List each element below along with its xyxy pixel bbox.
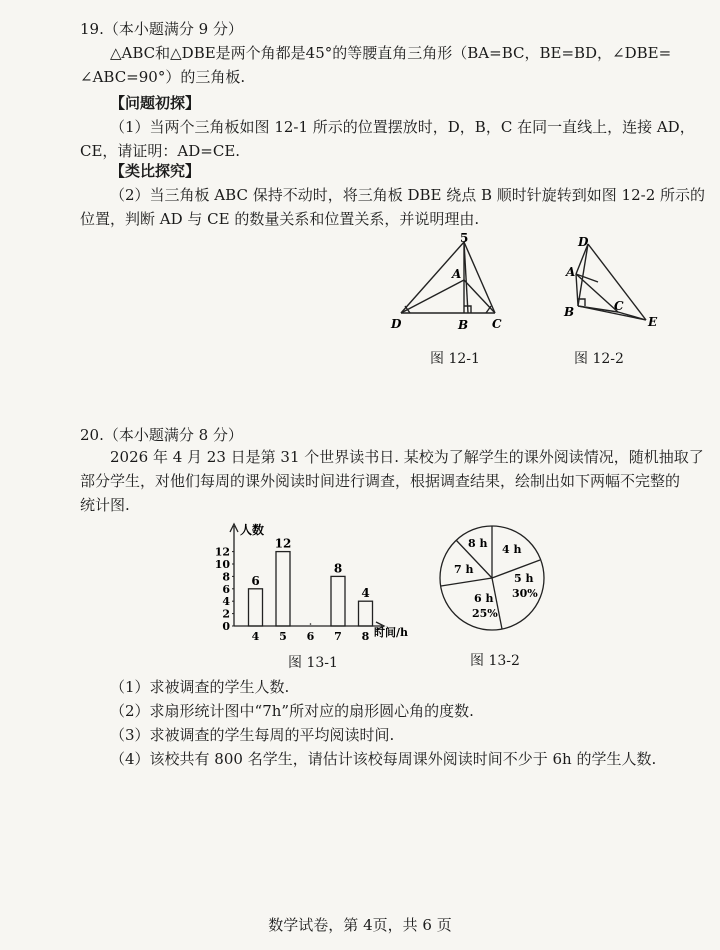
pie-slice-pct-6h: 25%	[472, 607, 498, 620]
fig12-2-label-B: B	[564, 305, 575, 319]
pie-divider-4	[441, 578, 492, 586]
bar-5h	[276, 552, 290, 626]
fig12-1-label-B: B	[458, 318, 469, 332]
pie-slice-pct-5h: 30%	[512, 587, 538, 600]
q19-part2-line2: 位置，判断 AD 与 CE 的数量关系和位置关系，并说明理由.	[80, 210, 480, 228]
bar-y-tick-label: 4	[222, 595, 230, 609]
fig12-1-segment-EC	[464, 242, 495, 313]
fig12-2-caption: 图 12-2	[574, 351, 624, 367]
q20-question-1: （1）求被调查的学生人数.	[110, 678, 290, 696]
bar-y-tick-label: 12	[214, 545, 230, 559]
fig12-2-label-E: E	[648, 315, 658, 329]
pie-slice-label-8h: 8 h	[468, 537, 488, 550]
pie-chart-13-2	[436, 522, 548, 634]
fig12-2-label-A: A	[566, 265, 576, 279]
bar-x-axis-label: 时间/h	[374, 626, 409, 639]
fig12-1-label-A: A	[452, 267, 462, 281]
bar-chart-13-1	[210, 518, 420, 648]
q19-intro-line1: △ABC和△DBE是两个角都是45°的等腰直角三角形（BA=BC，BE=BD，∠DBE=	[110, 44, 672, 62]
q19-section-explore: 【问题初探】	[110, 94, 201, 112]
bar-4h	[249, 589, 263, 626]
fig12-1-caption: 图 12-1	[430, 351, 480, 367]
fig12-2-segment-AB	[576, 274, 578, 306]
bar-x-tick-label: 4	[251, 630, 260, 643]
fig12-2-segment-CE	[618, 312, 646, 320]
q20-question-3: （3）求被调查的学生每周的平均阅读时间.	[110, 726, 395, 744]
fig12-1-segment-DA	[401, 280, 464, 313]
pie-slice-label-4h: 4 h	[502, 543, 522, 556]
bar-x-tick-label: 8	[361, 630, 370, 643]
pie-slice-label-7h: 7 h	[454, 563, 474, 576]
q20-header: 20.（本小题满分 8 分）	[80, 426, 243, 444]
q20-intro-line2: 部分学生，对他们每周的课外阅读时间进行调查，根据调查结果，绘制出如下两幅不完整的	[80, 472, 681, 490]
q20-question-4: （4）该校共有 800 名学生，请估计该校每周课外阅读时间不少于 6h 的学生人数.	[110, 750, 657, 768]
q19-intro-line2: ∠ABC=90°）的三角板.	[80, 68, 246, 86]
q20-intro-line3: 统计图.	[80, 496, 130, 514]
bar-y-tick-label: 6	[222, 582, 230, 596]
bar-value-label: 8	[333, 561, 343, 576]
pie-slice-label-6h: 6 h	[474, 592, 494, 605]
bar-x-tick-label: 5	[279, 630, 287, 643]
figure-12-2	[558, 234, 668, 332]
q19-part2-line1: （2）当三角板 ABC 保持不动时，将三角板 DBE 绕点 B 顺时针旋转到如图 12-2 所示的	[110, 186, 706, 204]
page-footer: 数学试卷，第 4页，共 6 页	[268, 916, 452, 934]
bar-missing-6h	[310, 623, 312, 625]
figure-12-1	[388, 232, 516, 336]
bar-value-label: 4	[361, 586, 370, 601]
pie-divider-3	[492, 578, 502, 629]
q19-part1-line2: CE，请证明：AD=CE.	[80, 142, 241, 160]
q20-intro-line1: 2026 年 4 月 23 日是第 31 个世界读书日. 某校为了解学生的课外阅读情况，随机抽取了	[110, 448, 704, 466]
bar-y-axis-label: 人数	[240, 523, 265, 537]
q20-question-2: （2）求扇形统计图中“7h”所对应的扇形圆心角的度数.	[110, 702, 474, 720]
q19-header: 19.（本小题满分 9 分）	[80, 20, 243, 38]
bar-x-tick-label: 7	[334, 630, 342, 643]
bar-y-tick-label: 0	[222, 620, 230, 633]
q19-section-analogy: 【类比探究】	[110, 162, 201, 180]
pie-chart-caption: 图 13-2	[470, 653, 520, 669]
fig12-2-label-C: C	[614, 299, 624, 313]
bar-value-label: 12	[274, 536, 292, 551]
fig12-2-label-D: D	[578, 235, 589, 249]
q19-part1-line1: （1）当两个三角板如图 12-1 所示的位置摆放时，D，B，C 在同一直线上，连接 AD，	[110, 118, 695, 136]
bar-value-label: 6	[251, 573, 260, 588]
bar-8h	[359, 601, 373, 626]
bar-y-tick-label: 10	[214, 558, 230, 571]
bar-y-tick-label: 2	[222, 607, 230, 621]
fig12-1-label-D: D	[391, 317, 402, 331]
bar-x-tick-label: 6	[306, 630, 315, 643]
bar-y-tick-label: 8	[222, 570, 230, 584]
fig12-1-label-C: C	[492, 317, 502, 331]
bar-chart-caption: 图 13-1	[288, 655, 338, 671]
pie-slice-label-5h: 5 h	[514, 572, 534, 585]
fig12-1-label-top: 5	[460, 232, 469, 245]
bar-7h	[331, 576, 345, 626]
